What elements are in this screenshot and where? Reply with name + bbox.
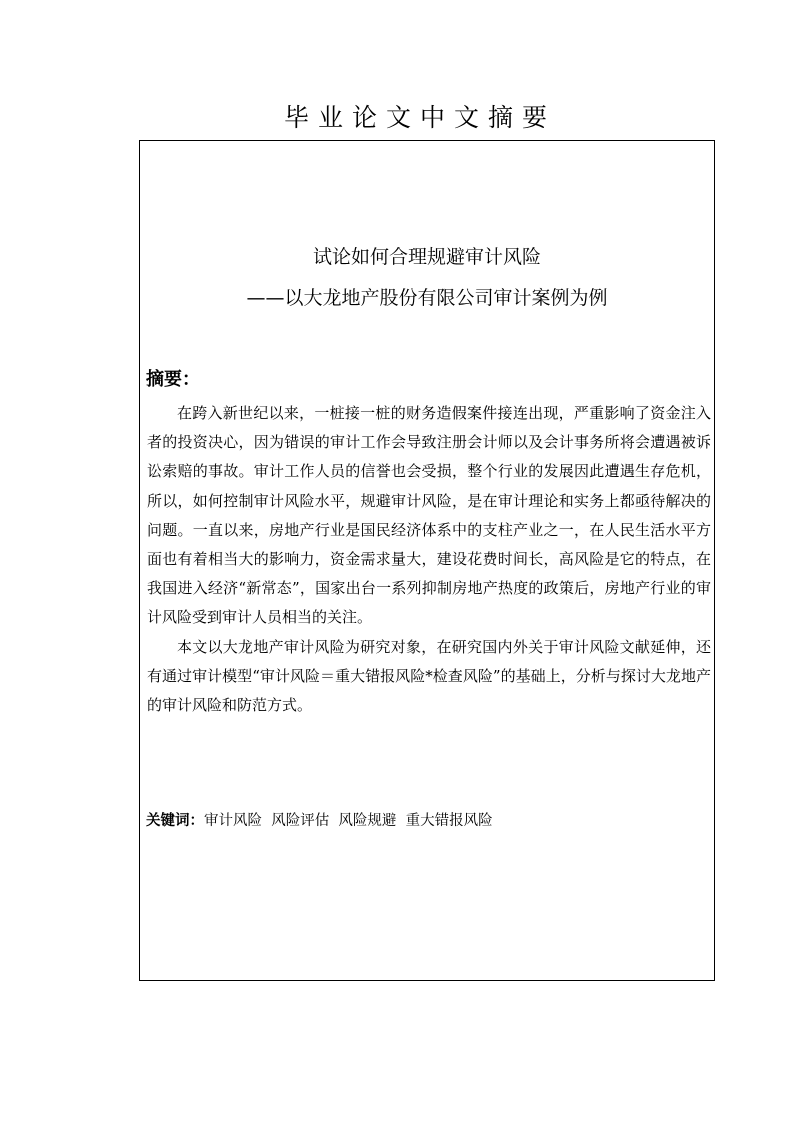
page-heading: 毕业论文中文摘要 (283, 103, 556, 132)
abstract-frame (139, 140, 715, 981)
keywords-value: 审计风险 风险评估 风险规避 重大错报风险 (204, 813, 493, 829)
keywords-line (146, 809, 493, 833)
keywords-label: 关键词： (146, 813, 204, 829)
abstract-paragraph-2: 本文以大龙地产审计风险为研究对象，在研究国内外关于审计风险文献延伸，还有通过审计模型“审计风险＝重大错报风险*检查风险”的基础上，分析与探讨大龙地产的审计风险和防范方式。 (147, 637, 711, 715)
abstract-paragraph-1: 在跨入新世纪以来，一桩接一桩的财务造假案件接连出现，严重影响了资金注入者的投资决心，因为错误的审计工作会导致注册会计师以及会计事务所将会遭遇被诉讼索赔的事故。审计工作人员的信誉也会受损，整个行业的发展因此遭遇生存危机，所以，如何控制审计风险水平，规避审计风险，是在审计理论和实务上都亟待解决的问题。一直以来，房地产行业是国民经济体系中的支柱产业之一，在人民生活水平方面也有着相当大的影响力，资金需求量大，建设花费时间长，高风险是它的特点，在我国进入经济“新常态”，国家出台一系列抑制房地产热度的政策后，房地产行业的审计风险受到审计人员相当的关注。 (147, 404, 711, 627)
thesis-subtitle: ——以大龙地产股份有限公司审计案例为例 (246, 287, 608, 309)
abstract-label: 摘要： (146, 369, 200, 390)
thesis-title: 试论如何合理规避审计风险 (312, 246, 541, 268)
abstract-body (147, 399, 711, 720)
